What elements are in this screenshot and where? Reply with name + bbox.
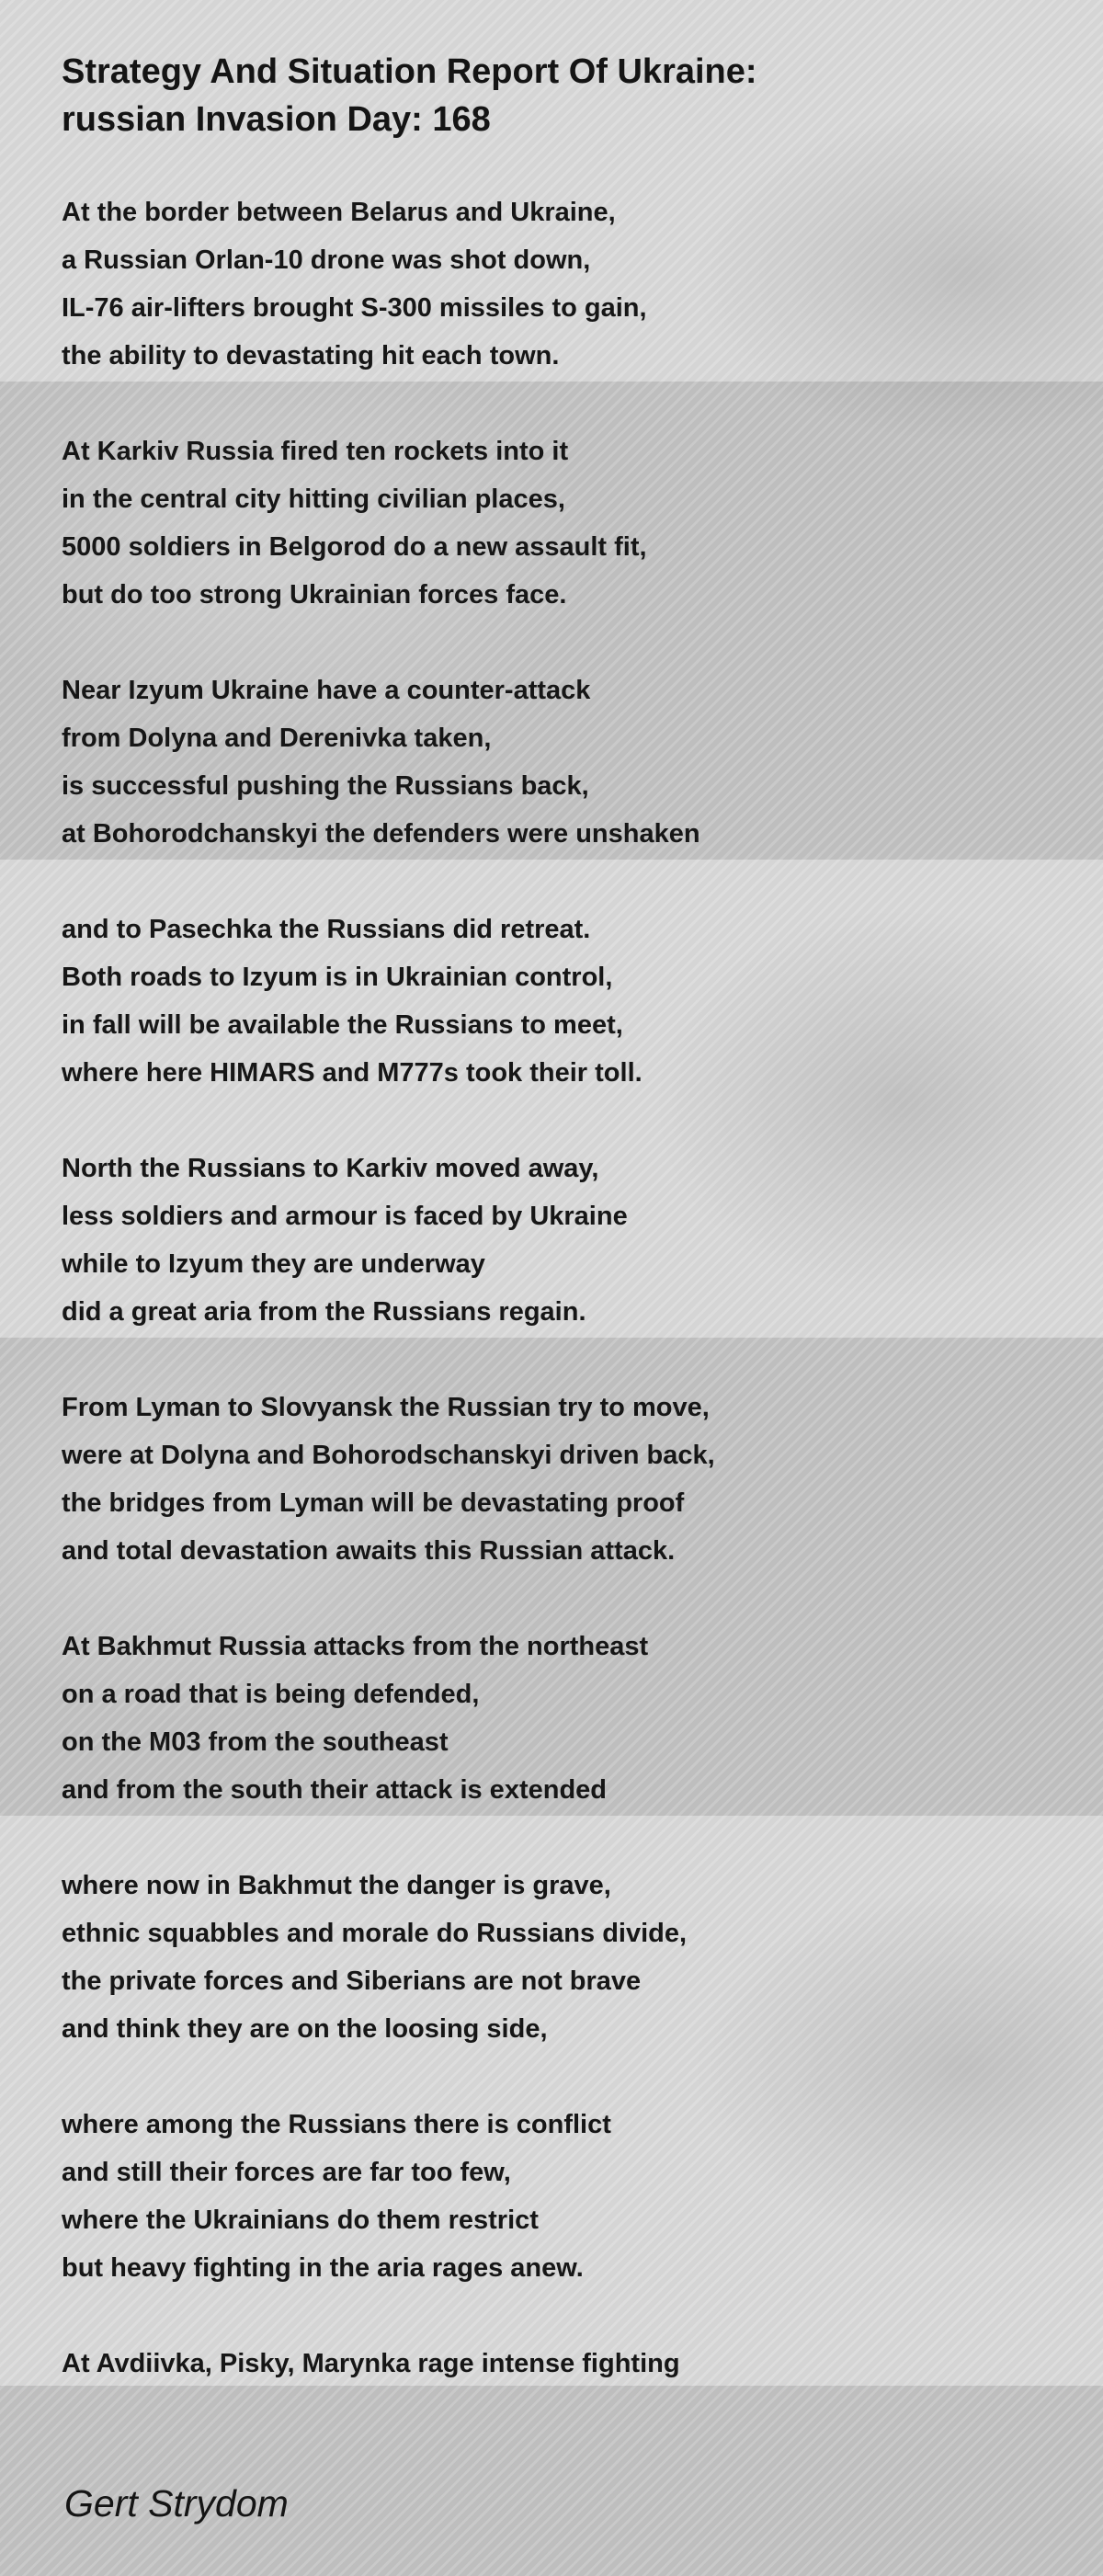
- poem-line: on the M03 from the southeast: [62, 1727, 449, 1757]
- poem-stanza: [62, 906, 1073, 1097]
- poem-title-line: russian Invasion Day: 168: [62, 100, 491, 139]
- stanza-gap: [62, 380, 1073, 427]
- poem-line: the bridges from Lyman will be devastating proof: [62, 1488, 685, 1518]
- poem-line: but do too strong Ukrainian forces face.: [62, 580, 567, 610]
- poem-line: and think they are on the loosing side,: [62, 2014, 548, 2044]
- poem-line: From Lyman to Slovyansk the Russian try to move,: [62, 1393, 710, 1422]
- stanza-gap: [62, 1814, 1073, 1862]
- poem-line: and to Pasechka the Russians did retreat.: [62, 915, 591, 944]
- poem-line: North the Russians to Karkiv moved away,: [62, 1154, 599, 1183]
- stanza-gap: [62, 619, 1073, 667]
- poem-line: and total devastation awaits this Russian attack.: [62, 1536, 676, 1566]
- stanza-gap: [62, 2292, 1073, 2340]
- poem-line: Both roads to Izyum is in Ukrainian control,: [62, 963, 613, 992]
- poem-line: is successful pushing the Russians back,: [62, 771, 589, 801]
- poem-stanza: [62, 667, 1073, 858]
- poem-line: 5000 soldiers in Belgorod do a new assault fit,: [62, 532, 647, 562]
- poem-title: [62, 48, 981, 143]
- poem-stanza: [62, 188, 1073, 380]
- poem-line: At the border between Belarus and Ukraine,: [62, 198, 616, 227]
- stanza-gap: [62, 2053, 1073, 2101]
- stanza-gap: [62, 1336, 1073, 1384]
- poem-stanza: [62, 1623, 1073, 1814]
- poem-line: were at Dolyna and Bohorodschanskyi driven back,: [62, 1441, 715, 1470]
- poem-line: in fall will be available the Russians to meet,: [62, 1010, 623, 1040]
- poem-line: and from the south their attack is extended: [62, 1775, 607, 1805]
- poem-line: and still their forces are far too few,: [62, 2158, 511, 2187]
- poem-line: At Bakhmut Russia attacks from the northeast: [62, 1632, 649, 1661]
- poem-line: Near Izyum Ukraine have a counter-attack: [62, 676, 591, 705]
- stanza-gap: [62, 858, 1073, 906]
- poem-stanza: [62, 1145, 1073, 1336]
- poem-line: At Karkiv Russia fired ten rockets into it: [62, 437, 569, 466]
- poem-stanza: [62, 1384, 1073, 1575]
- poem-author: Gert Strydom: [64, 2482, 289, 2525]
- poem-line: IL-76 air-lifters brought S-300 missiles to gain,: [62, 293, 647, 323]
- poem-line: in the central city hitting civilian places,: [62, 484, 565, 514]
- poem-line: ethnic squabbles and morale do Russians divide,: [62, 1919, 688, 1948]
- poem-line: where now in Bakhmut the danger is grave,: [62, 1871, 611, 1900]
- poem-stanza: [62, 1862, 1073, 2053]
- poem-stanza: [62, 427, 1073, 619]
- poem-line: did a great aria from the Russians regain.: [62, 1297, 586, 1327]
- poem-line: a Russian Orlan-10 drone was shot down,: [62, 245, 591, 275]
- stanza-gap: [62, 1097, 1073, 1145]
- poem-line: at Bohorodchanskyi the defenders were unshaken: [62, 819, 700, 849]
- poem-body: [62, 188, 1073, 2388]
- poem-line: the ability to devastating hit each town.: [62, 341, 560, 370]
- poem-line: less soldiers and armour is faced by Ukraine: [62, 1202, 628, 1231]
- poem-line: on a road that is being defended,: [62, 1680, 480, 1709]
- poem-line: from Dolyna and Derenivka taken,: [62, 724, 492, 753]
- poem-title-line: Strategy And Situation Report Of Ukraine:: [62, 52, 757, 91]
- poem-line: At Avdiivka, Pisky, Marynka rage intense fighting: [62, 2349, 680, 2378]
- poem-line: the private forces and Siberians are not brave: [62, 1966, 642, 1996]
- poem-line: where among the Russians there is conflict: [62, 2110, 611, 2139]
- poem-stanza: [62, 2340, 1073, 2388]
- poem-line: while to Izyum they are underway: [62, 1249, 485, 1279]
- poem-stanza: [62, 2101, 1073, 2292]
- poem-line: where here HIMARS and M777s took their toll.: [62, 1058, 642, 1088]
- poem-line: but heavy fighting in the aria rages anew.: [62, 2253, 584, 2283]
- poem-line: where the Ukrainians do them restrict: [62, 2206, 539, 2235]
- stanza-gap: [62, 1575, 1073, 1623]
